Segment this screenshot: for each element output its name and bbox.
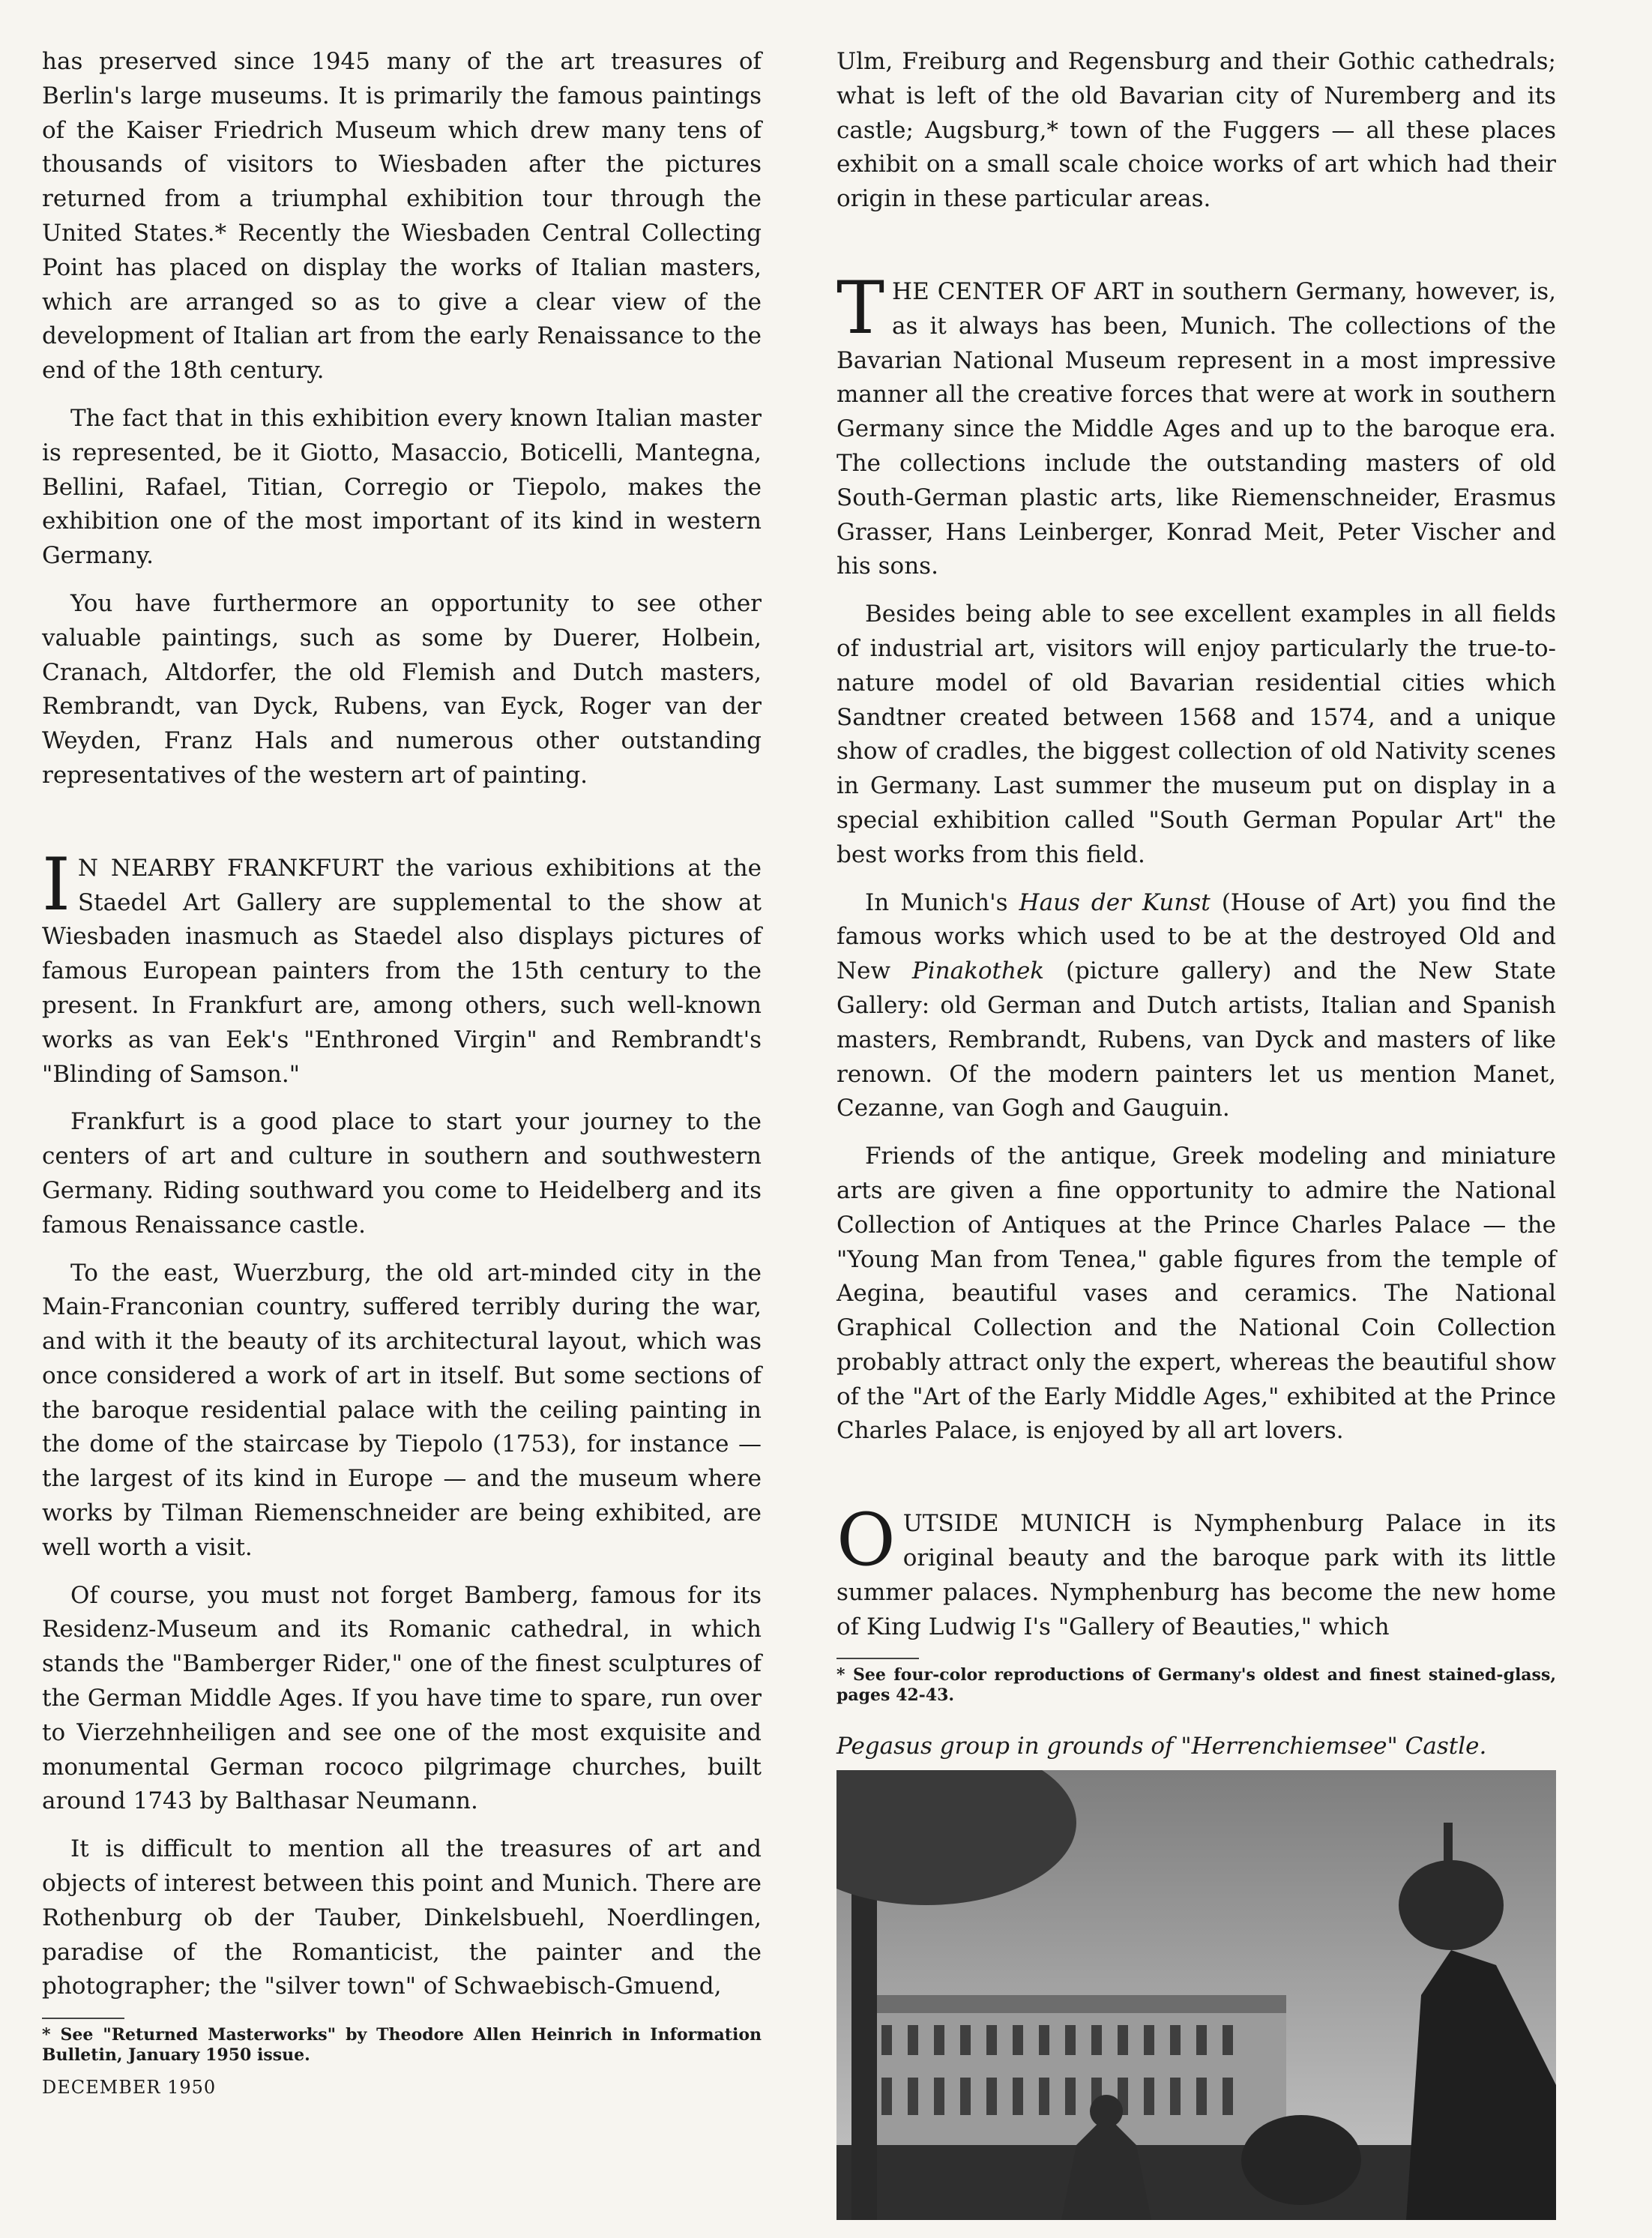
footnote: * See four-color reproductions of Germany's oldest and finest stained-glass, pages 42-43. [836,1665,1556,1706]
paragraph-text: UTSIDE MUNICH is Nymphenburg Palace in its original beauty and the baroque park with its little summer palaces. Nymphenburg has become the new home of King Ludwig I's "Gallery of Beauties," which [836,1510,1556,1640]
paragraph: The fact that in this exhibition every known Italian master is represented, be it Giotto, Masaccio, Boticelli, Mantegna, Bellini, Rafael, Titian, Corregio or Tiepolo, makes the exhibition one of the most important of its kind in western Germany. [42,404,762,570]
paragraph: Frankfurt is a good place to start your journey to the centers of art and culture in southern and southwestern Germany. Riding southward you come to Heidelberg and its famous Renaissance castle. [42,1108,762,1239]
palace-photo [836,1770,1556,2220]
paragraph: Friends of the antique, Greek modeling and miniature arts are given a fine opportunity to admire the National Collection of Antiques at the Prince Charles Palace — the "Young Man from Tenea," gable figures from the temple of Aegina, beautiful vases and ceramics. The National Graphical Collection and the National Coin Collection probably attract only the expert, whereas the beautiful show of the "Art of the Early Middle Ages," exhibited at the Prince Charles Palace, is enjoyed by all art lovers. [836,1143,1556,1445]
italic-haus-der-kunst: Haus der Kunst [1019,888,1211,916]
paragraph: You have furthermore an opportunity to see other valuable paintings, such as some by Duerer, Holbein, Cranach, Altdorfer, the old Flemish and Dutch masters, Rembrandt, van Dyck, Rubens, van Eyck, Roger van der Weyden, Franz Hals and numerous other outstanding representatives of the western art of painting. [42,589,762,789]
paragraph-text: N NEARBY FRANKFURT the various exhibitions at the Staedel Art Gallery are supplemental to the show at Wiesbaden inasmuch as Staedel also displays pictures of famous European painters from the 15th century to the present. In Frankfurt are, among others, such well-known works as van Eek's "Enthroned Virgin" and Rembrandt's "Blinding of Samson." [42,854,762,1088]
page-folio: DECEMBER 1950 [42,2077,217,2098]
paragraph: It is difficult to mention all the treasures of art and objects of interest between this point and Munich. There are Rothenburg ob der Tauber, Dinkelsbuehl, Noerdlingen, paradise of the Romanticist, the painter and the photographer; the "silver town" of Schwaebisch-Gmuend, [42,1835,762,2000]
paragraph: Of course, you must not forget Bamberg, famous for its Residenz-Museum and its Romanic cathedral, in which stands the "Bamberger Rider," one of the finest sculptures of the German Middle Ages. If you have time to spare, run over to Vierzehnheiligen and see one of the most exquisite and monumental German rococo pilgrimage churches, built around 1743 by Balthasar Neumann. [42,1581,762,1815]
paragraph: Ulm, Freiburg and Regensburg and their Gothic cathedrals; what is left of the old Bavarian city of Nuremberg and its castle; Augsburg,* town of the Fuggers — all these places exhibit on a small scale choice works of art which had their origin in these particular areas. [836,48,1556,213]
section-paragraph-munich [836,265,1556,584]
footnote-divider [836,1658,919,1659]
section-paragraph-frankfurt [42,842,762,1092]
section-paragraph-outside-munich [836,1498,1556,1644]
footnote: * See "Returned Masterworks" by Theodore Allen Heinrich in Information Bulletin, January 1950 issue. [42,2025,762,2066]
drop-cap: O [836,1498,896,1583]
paragraph-text: HE CENTER OF ART in southern Germany, however, is, as it always has been, Munich. The collections of the Bavarian National Museum represent in a most impressive manner all the creative forces that were at work in southern Germany since the Middle Ages and up to the baroque era. The collections include the outstanding masters of old South-German plastic arts, like Riemenschneider, Erasmus Grasser, Hans Leinberger, Konrad Meit, Peter Vischer and his sons. [836,277,1556,580]
photo-caption: Pegasus group in grounds of "Herrenchiemsee" Castle. [836,1733,1487,1760]
left-column [42,45,762,2066]
paragraph: In Munich's Haus der Kunst (House of Art) you find the famous works which used to be at the destroyed Old and New Pinakothek (picture gallery) and the New State Gallery: old German and Dutch artists, Italian and Spanish masters, Rembrandt, Rubens, van Dyck and masters of like renown. Of the modern painters let us mention Manet, Cezanne, van Gogh and Gauguin. [836,888,1556,1122]
drop-cap: I [42,842,70,927]
paragraph: has preserved since 1945 many of the art treasures of Berlin's large museums. It is primarily the famous paintings of the Kaiser Friedrich Museum which drew many tens of thousands of visitors to Wiesbaden after the pictures returned from a triumphal exhibition tour through the United States.* Recently the Wiesbaden Central Collecting Point has placed on display the works of Italian masters, which are arranged so as to give a clear view of the development of Italian art from the early Renaissance to the end of the 18th century. [42,48,762,385]
footnote-divider [42,2018,124,2019]
paragraph: Besides being able to see excellent examples in all fields of industrial art, visitors will enjoy particularly the true-to-nature model of old Bavarian residential cities which Sandtner created between 1568 and 1574, and a unique show of cradles, the biggest collection of old Nativity scenes in Germany. Last summer the museum put on display in a special exhibition called "South German Popular Art" the best works from this field. [836,601,1556,868]
right-column [836,45,1556,2220]
drop-cap: T [836,265,885,350]
italic-pinakothek: Pinakothek [911,957,1045,985]
paragraph: To the east, Wuerzburg, the old art-minded city in the Main-Franconian country, suffered terribly during the war, and with it the beauty of its architectural layout, which was once considered a work of art in itself. But some sections of the baroque residential palace with the ceiling painting in the dome of the staircase by Tiepolo (1753), for instance — the largest of its kind in Europe — and the museum where works by Tilman Riemenschneider are being exhibited, are well worth a visit. [42,1259,762,1561]
